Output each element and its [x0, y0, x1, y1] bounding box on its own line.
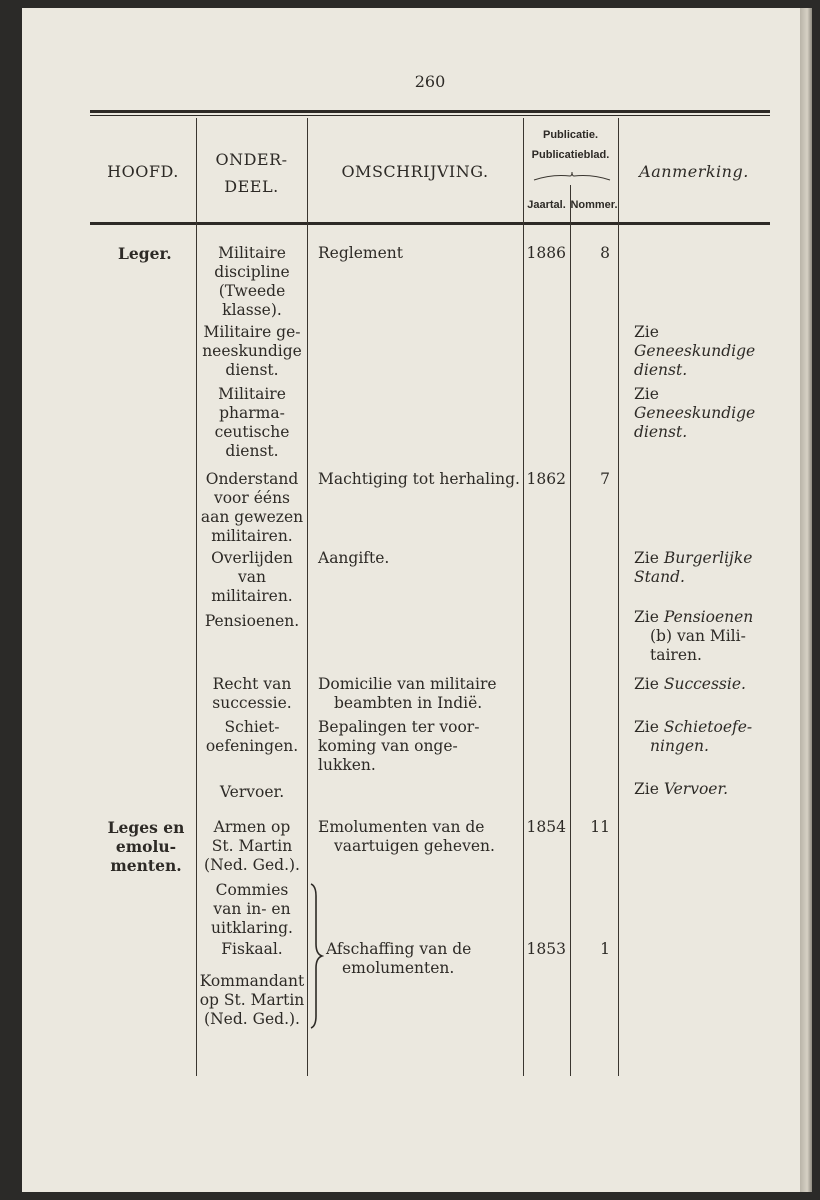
onderdeel-cell: Commies van in- en uitklaring. — [211, 881, 293, 937]
top-rule-thin — [90, 115, 770, 116]
book-spine — [800, 8, 812, 1192]
aanmerking-cell: Zie Burgerlijke Stand. — [634, 549, 753, 586]
jaartal-cell: 1886 — [526, 244, 566, 262]
onderdeel-cell: Overlijden van militairen. — [211, 549, 293, 605]
nommer-cell: 1 — [600, 940, 610, 958]
header-publicatie: Publicatie. — [542, 129, 599, 141]
header-aanmerking: Aanmerking. — [639, 162, 749, 181]
onderdeel-cell: Vervoer. — [219, 783, 285, 801]
aanmerking-cell: Zie Schietoefe- ningen. — [634, 718, 753, 755]
aanmerking-cell: Zie Geneeskundige dienst. — [634, 385, 756, 441]
nommer-cell: 8 — [600, 244, 610, 262]
hoofd-leger: Leger. — [118, 244, 172, 263]
omschrijving-cell: Machtiging tot herhaling. — [318, 470, 520, 488]
nommer-cell: 11 — [590, 818, 610, 836]
onderdeel-cell: Militaire discipline (Tweede klasse). — [214, 244, 290, 319]
omschrijving-cell: Emolumenten van de vaartuigen geheven. — [318, 818, 495, 855]
jaartal-cell: 1854 — [526, 818, 566, 836]
header-omschrijving: OMSCHRIJVING. — [341, 162, 489, 181]
onderdeel-cell: Schiet- oefeningen. — [205, 718, 299, 755]
jaartal-cell: 1862 — [526, 470, 566, 488]
jaartal-cell: 1853 — [526, 940, 566, 958]
book-page — [22, 8, 800, 1192]
omschrijving-cell: Reglement — [318, 244, 403, 262]
header-hoofd: HOOFD. — [107, 162, 179, 181]
onderdeel-cell: Recht van successie. — [212, 675, 292, 712]
header-nommer: Nommer. — [570, 199, 618, 211]
header-jaartal: Jaartal. — [527, 199, 566, 211]
onderdeel-cell: Militaire pharma- ceutische dienst. — [214, 385, 290, 460]
header-onderdeel-1: ONDER- — [215, 150, 288, 169]
omschrijving-cell: Afschaffing van de emolumenten. — [326, 940, 472, 977]
omschrijving-cell: Aangifte. — [318, 549, 390, 567]
onderdeel-cell: Kommandant op St. Martin (Ned. Ged.). — [199, 972, 305, 1028]
header-publicatieblad: Publicatieblad. — [531, 149, 610, 161]
aanmerking-cell: Zie Geneeskundige dienst. — [634, 323, 756, 379]
onderdeel-cell: Onderstand voor ééns aan gewezen militairen. — [200, 470, 304, 545]
omschrijving-cell: Domicilie van militaire beambten in Indië. — [318, 675, 497, 712]
aanmerking-cell: Zie Pensioenen (b) van Mili- tairen. — [634, 608, 754, 664]
header-brace-icon — [532, 170, 612, 184]
page-number: 260 — [414, 72, 446, 91]
header-onderdeel-2: DEEL. — [224, 177, 279, 196]
top-rule-thick — [90, 110, 770, 113]
nommer-cell: 7 — [600, 470, 610, 488]
hoofd-leges: Leges en emolu- menten. — [107, 818, 185, 875]
curly-brace-icon — [308, 882, 324, 1030]
header-bottom-rule — [90, 222, 770, 225]
col-divider-5 — [618, 118, 619, 1076]
onderdeel-cell: Fiskaal. — [221, 940, 283, 958]
aanmerking-cell: Zie Vervoer. — [634, 780, 729, 798]
onderdeel-cell: Pensioenen. — [204, 612, 300, 630]
omschrijving-cell: Bepalingen ter voor- koming van onge- lukken. — [318, 718, 480, 774]
onderdeel-cell: Militaire ge- neeskundige dienst. — [202, 323, 302, 379]
aanmerking-cell: Zie Successie. — [634, 675, 746, 693]
onderdeel-cell: Armen op St. Martin (Ned. Ged.). — [204, 818, 300, 874]
